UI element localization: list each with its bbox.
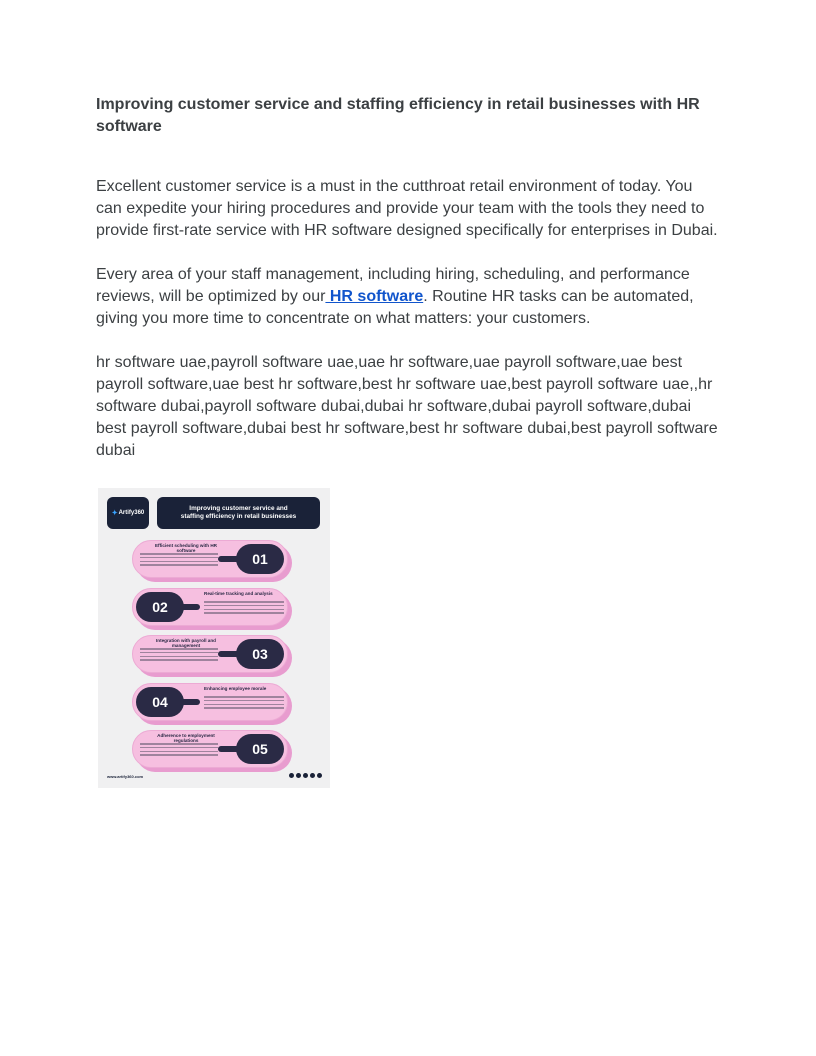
step-text-lines (140, 743, 218, 758)
step-card-5 (132, 730, 290, 768)
step-text-lines (140, 553, 218, 568)
facebook-icon (289, 773, 294, 778)
youtube-icon (317, 773, 322, 778)
step-text-lines (204, 696, 284, 711)
header-line-1: Improving customer service and (189, 505, 288, 512)
document-title: Improving customer service and staffing efficiency in retail businesses with HR software (96, 96, 700, 135)
instagram-icon (296, 773, 301, 778)
social-icons (289, 773, 322, 778)
twitter-icon (303, 773, 308, 778)
paragraph-text-start: Every area of your staff management, including hiring, scheduling, and performance reviews, will be optimized by our (96, 266, 690, 305)
step-title: Enhancing employee morale (204, 686, 267, 691)
document-body (96, 94, 722, 462)
step-card-4 (132, 683, 290, 721)
step-card-1 (132, 540, 290, 578)
step-title: Efficient scheduling with HR software (154, 543, 218, 553)
step-number: 02 (136, 592, 184, 622)
brand-logo (107, 497, 149, 529)
infographic-image (98, 488, 330, 788)
infographic-header (157, 497, 320, 529)
keywords-paragraph: hr software uae,payroll software uae,uae hr software,uae payroll software,uae best payroll software,uae best hr software,best hr software uae,best payroll software uae,,hr software dubai,payroll software dubai,dubai hr software,dubai payroll software,dubai best payroll software,dubai best hr software,best hr software dubai,best payroll software dubai (96, 354, 718, 459)
step-title: Adherence to employment regulations (157, 733, 215, 743)
step-text-lines (204, 601, 284, 616)
header-line-2: staffing efficiency in retail businesses (180, 513, 297, 520)
footer-url: www.artify360.com (107, 774, 144, 779)
body-paragraph (96, 264, 722, 330)
paragraph-text-end: . Routine HR tasks can be automated, giving you more time to concentrate on what matters: your customers. (96, 288, 694, 327)
step-card-2 (132, 588, 290, 626)
linkedin-icon (310, 773, 315, 778)
step-title: Integration with payroll and management (156, 638, 216, 648)
step-number: 04 (136, 687, 184, 717)
hr-software-link[interactable]: HR software (325, 288, 424, 305)
logo-mark-icon: ✦ (111, 510, 118, 517)
step-text-lines (140, 648, 218, 663)
step-card-3 (132, 635, 290, 673)
step-number: 05 (236, 734, 284, 764)
logo-text: Artify360 (118, 510, 145, 516)
step-number: 01 (236, 544, 284, 574)
step-number: 03 (236, 639, 284, 669)
step-title: Real-time tracking and analysis (204, 591, 273, 596)
intro-paragraph: Excellent customer service is a must in the cutthroat retail environment of today. You can expedite your hiring procedures and provide your team with the tools they need to provide first-rate service with HR software designed specifically for enterprises in Dubai. (96, 178, 718, 239)
